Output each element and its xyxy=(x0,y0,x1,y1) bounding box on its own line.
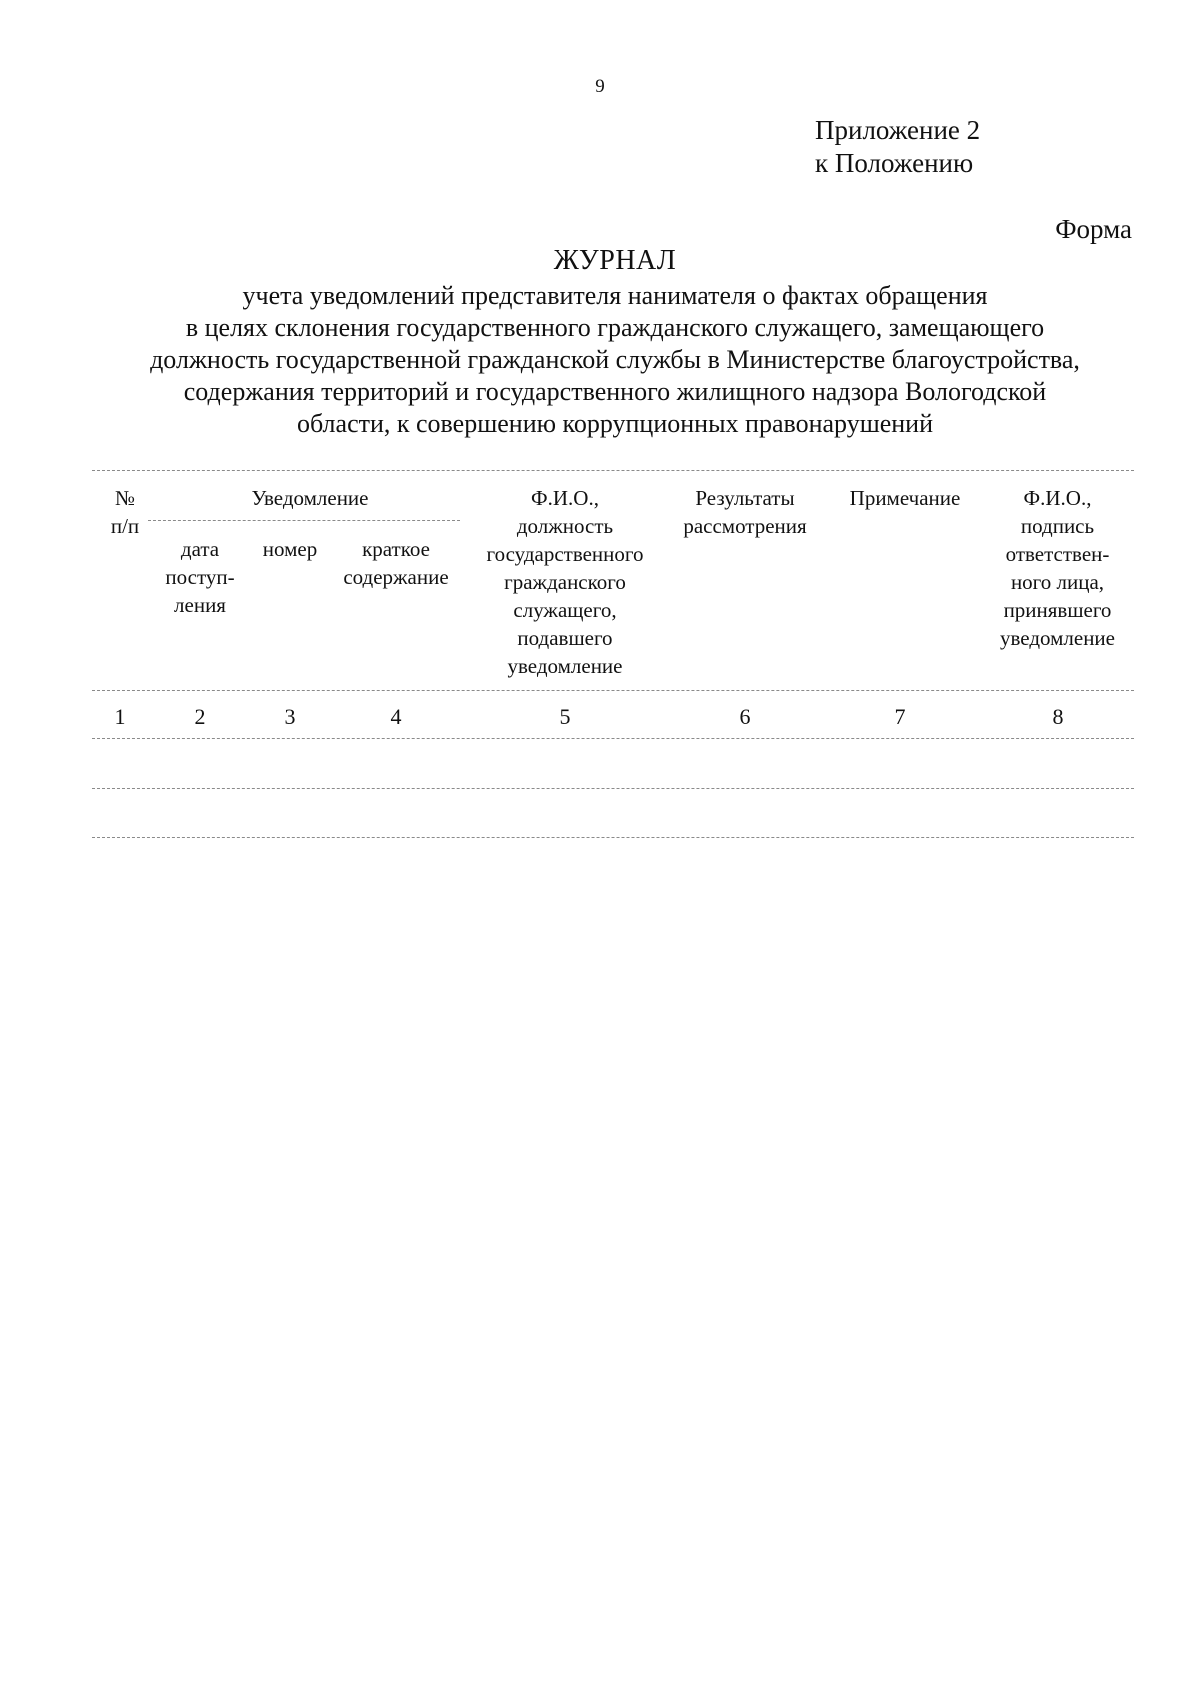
column-number: 7 xyxy=(894,704,906,729)
header-notification-group xyxy=(160,484,460,512)
header-text: рассмотрения xyxy=(683,514,807,538)
document-title: ЖУРНАЛ xyxy=(553,245,677,276)
header-text: государственного xyxy=(486,542,644,566)
column-number: 1 xyxy=(114,704,126,729)
column-number: 5 xyxy=(559,704,571,729)
header-text: поступ- xyxy=(165,565,235,589)
header-results xyxy=(665,484,825,540)
header-text: дата xyxy=(180,537,220,561)
document-subtitle xyxy=(60,280,1170,440)
header-text: Уведомление xyxy=(251,486,369,510)
subtitle-line: области, к совершению коррупционных правонарушений xyxy=(296,409,934,438)
header-text: Ф.И.О., xyxy=(531,486,599,510)
data-row-border xyxy=(92,788,1134,789)
subtitle-line: должность государственной гражданской службы в Министерстве благоустройства, xyxy=(150,345,1080,374)
subtitle-line: в целях склонения государственного гражданского служащего, замещающего xyxy=(185,313,1045,342)
subtitle-line: учета уведомлений представителя нанимателя о фактах обращения xyxy=(242,281,988,310)
subtitle-line: содержания территорий и государственного жилищного надзора Вологодской xyxy=(183,377,1047,406)
header-text: номер xyxy=(262,537,318,561)
header-text: краткое xyxy=(362,537,430,561)
header-text: уведомление xyxy=(999,626,1115,650)
header-text: п/п xyxy=(110,514,140,538)
notification-group-divider xyxy=(148,520,460,521)
header-text: служащего, xyxy=(513,598,617,622)
form-label: Форма xyxy=(1055,214,1132,244)
header-text: уведомление xyxy=(507,654,623,678)
header-text: ления xyxy=(174,593,226,617)
table-top-border xyxy=(92,470,1134,471)
header-reg-number xyxy=(250,535,330,563)
data-row-border xyxy=(92,837,1134,838)
appendix-reference xyxy=(815,114,980,180)
header-summary xyxy=(330,535,462,591)
header-text: содержание xyxy=(343,565,449,589)
header-text: гражданского xyxy=(504,570,626,594)
header-text: ответствен- xyxy=(1005,542,1110,566)
column-number: 6 xyxy=(739,704,751,729)
header-text: подавшего xyxy=(517,626,613,650)
page-number: 9 xyxy=(595,76,605,97)
header-text: подпись xyxy=(1020,514,1095,538)
header-text: Ф.И.О., xyxy=(1023,486,1092,510)
header-employee xyxy=(465,484,665,680)
column-number: 8 xyxy=(1052,704,1064,729)
header-note xyxy=(830,484,980,512)
appendix-line-1: Приложение 2 xyxy=(815,115,981,145)
header-responsible xyxy=(980,484,1135,652)
header-text: Примечание xyxy=(849,486,961,510)
column-number: 3 xyxy=(284,704,296,729)
header-bottom-border xyxy=(92,690,1134,691)
column-number: 4 xyxy=(390,704,402,729)
numbers-row-border xyxy=(92,738,1134,739)
column-number: 2 xyxy=(194,704,206,729)
header-text: принявшего xyxy=(1003,598,1112,622)
appendix-line-2: к Положению xyxy=(815,148,974,178)
header-text: Результаты xyxy=(695,486,795,510)
header-text: должность xyxy=(516,514,614,538)
header-date xyxy=(155,535,245,619)
header-text: № xyxy=(114,486,136,510)
header-number xyxy=(95,484,155,540)
header-text: ного лица, xyxy=(1010,570,1105,594)
